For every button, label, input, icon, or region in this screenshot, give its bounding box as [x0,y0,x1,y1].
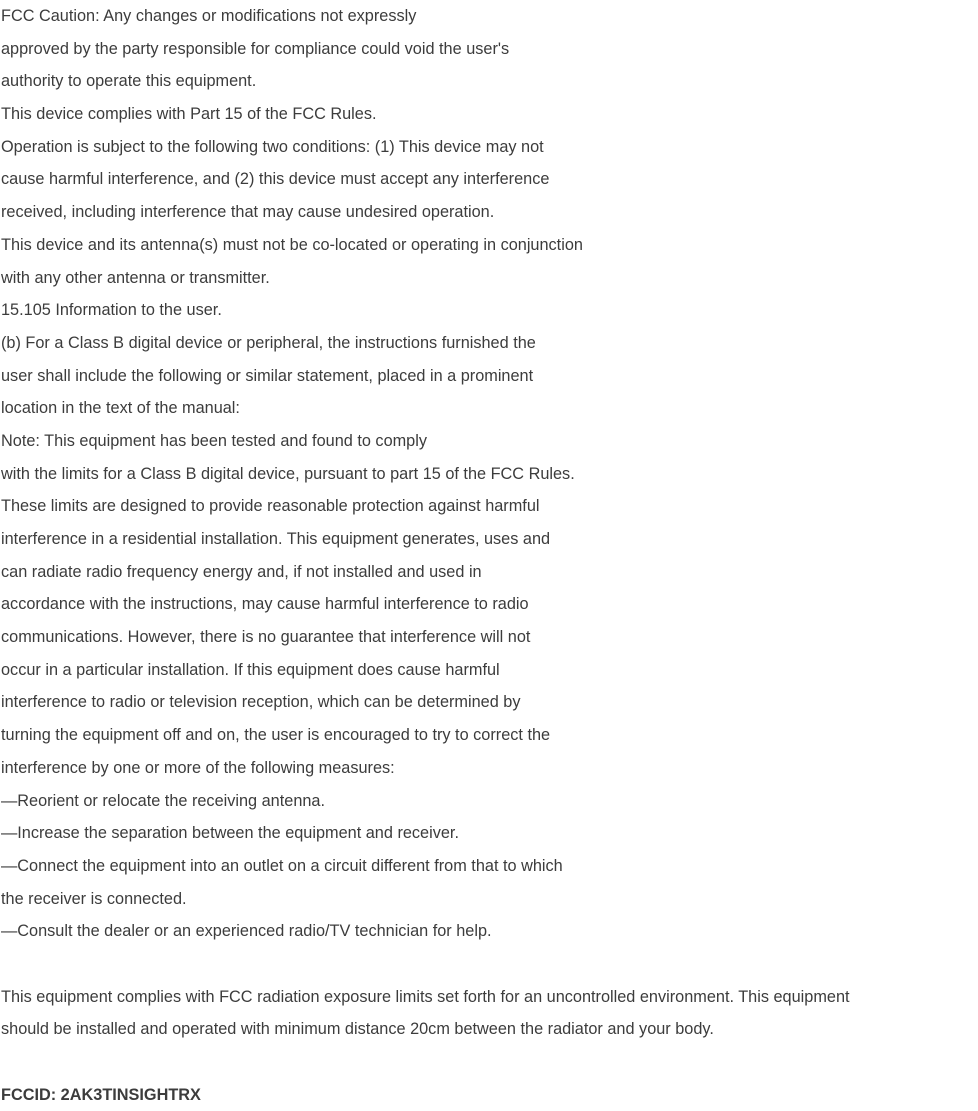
text-line: (b) For a Class B digital device or peripheral, the instructions furnished the [1,333,536,352]
text-line: occur in a particular installation. If this equipment does cause harmful [1,660,500,679]
text-line: location in the text of the manual: [1,399,240,418]
text-line: should be installed and operated with minimum distance 20cm between the radiator and your body. [1,1020,714,1039]
text-line: with any other antenna or transmitter. [1,268,270,287]
measure-item: —Connect the equipment into an outlet on a circuit different from that to which [1,856,563,875]
text-line: the receiver is connected. [1,889,187,908]
paragraph-gap [1,948,978,981]
measure-item: —Increase the separation between the equipment and receiver. [1,824,459,843]
fcc-document [1,0,978,1111]
text-line: Note: This equipment has been tested and found to comply [1,431,427,450]
text-line: approved by the party responsible for compliance could void the user's [1,39,510,58]
paragraph-gap [1,1046,978,1079]
text-line: with the limits for a Class B digital device, pursuant to part 15 of the FCC Rules. [1,464,575,483]
text-line: These limits are designed to provide reasonable protection against harmful [1,497,540,516]
text-line: 15.105 Information to the user. [1,301,222,320]
text-line: interference to radio or television reception, which can be determined by [1,693,521,712]
text-line: accordance with the instructions, may cause harmful interference to radio [1,595,529,614]
text-line: FCC Caution: Any changes or modifications not expressly [1,7,417,25]
text-line: Operation is subject to the following two conditions: (1) This device may not [1,137,544,156]
rf-exposure-block [1,981,978,1046]
text-line: user shall include the following or similar statement, placed in a prominent [1,366,534,385]
fcc-id: FCCID: 2AK3TINSIGHTRX [1,1085,201,1104]
text-line: received, including interference that may cause undesired operation. [1,203,495,222]
text-line: communications. However, there is no guarantee that interference will not [1,628,531,647]
fcc-statement-block [1,0,978,948]
text-line: This equipment complies with FCC radiation exposure limits set forth for an uncontrolled environment. This equipment [1,987,850,1006]
measure-item: —Consult the dealer or an experienced radio/TV technician for help. [1,922,492,941]
measure-item: —Reorient or relocate the receiving antenna. [1,791,326,810]
text-line: can radiate radio frequency energy and, if not installed and used in [1,562,482,581]
text-line: This device complies with Part 15 of the FCC Rules. [1,105,377,124]
text-line: interference by one or more of the following measures: [1,758,395,777]
text-line: This device and its antenna(s) must not be co-located or operating in conjunction [1,235,583,254]
text-line: authority to operate this equipment. [1,72,257,91]
text-line: interference in a residential installation. This equipment generates, uses and [1,530,551,548]
text-line: cause harmful interference, and (2) this device must accept any interference [1,170,550,189]
text-line: turning the equipment off and on, the user is encouraged to try to correct the [1,726,551,745]
